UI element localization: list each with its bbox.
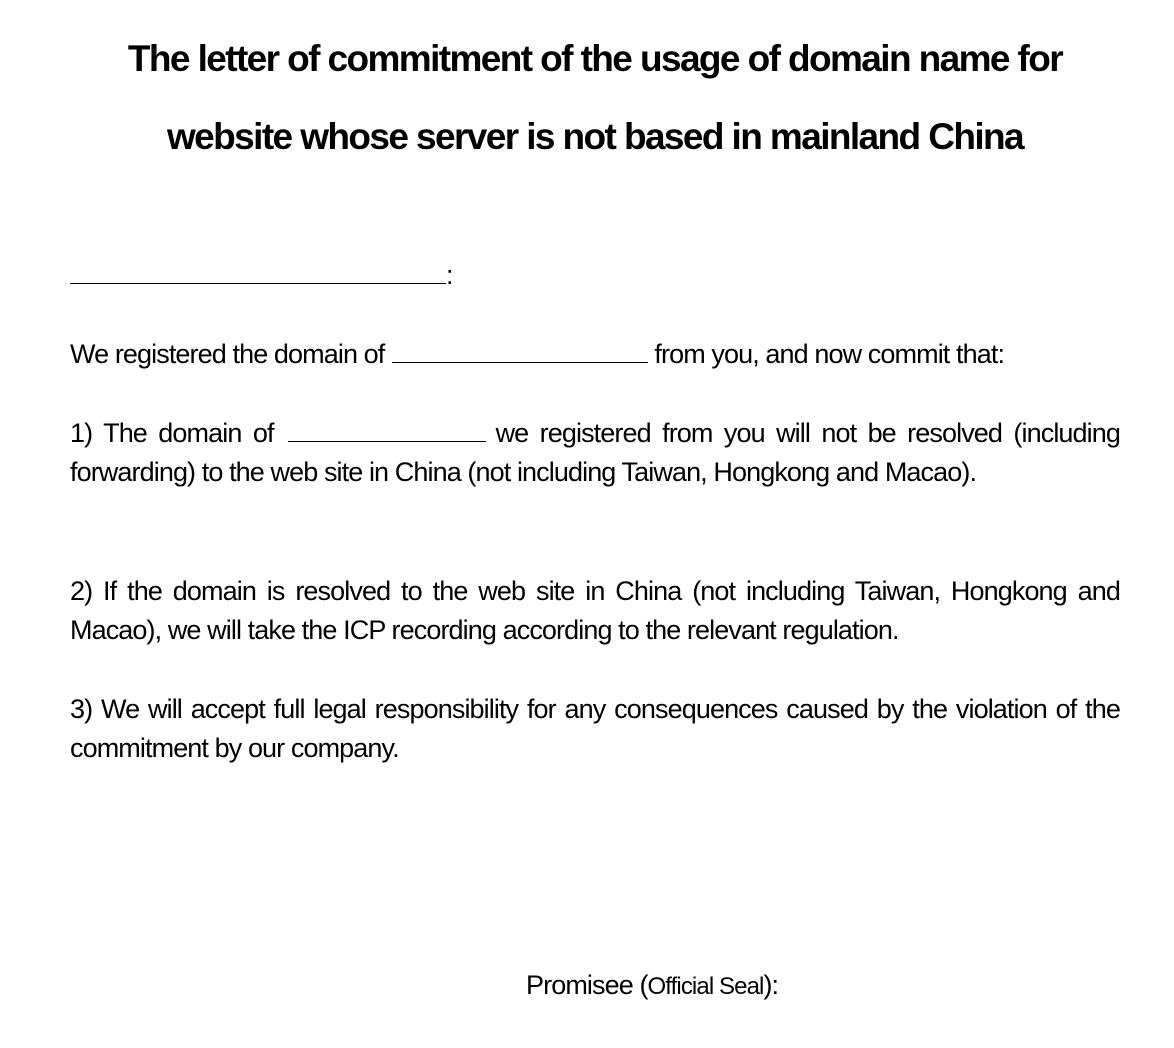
item1-text-after: we registered from you will not be resolved (including forwarding) to the web site in China (not including Taiwan, Hongkong and Macao). <box>70 418 1120 487</box>
promisee-end: ): <box>763 970 779 1000</box>
commitment-item-1 <box>70 414 1120 492</box>
intro-text-before: We registered the domain of <box>70 339 385 369</box>
intro-paragraph <box>70 335 1120 374</box>
item1-domain-blank[interactable] <box>288 415 486 442</box>
promisee-label: Promisee ( <box>526 970 648 1000</box>
addressee-colon: : <box>446 260 453 290</box>
intro-text-after: from you, and now commit that: <box>654 339 1005 369</box>
addressee-line <box>70 256 453 295</box>
domain-blank[interactable] <box>392 336 648 363</box>
item1-text-before: 1) The domain of <box>70 418 274 448</box>
commitment-item-2: 2) If the domain is resolved to the web site in China (not including Taiwan, Hongkong and Macao), we will take the ICP recording according to the relevant regulation. <box>70 576 1120 645</box>
title-line-1: The letter of commitment of the usage of domain name for <box>127 38 1063 79</box>
title-line-2: website whose server is not based in mainland China <box>167 116 1023 157</box>
promisee-signature-line <box>526 966 778 1006</box>
addressee-blank[interactable] <box>70 257 446 284</box>
official-seal-label: Official Seal <box>647 973 764 1000</box>
commitment-item-3: 3) We will accept full legal responsibility for any consequences caused by the violation of the commitment by our company. <box>70 694 1120 763</box>
